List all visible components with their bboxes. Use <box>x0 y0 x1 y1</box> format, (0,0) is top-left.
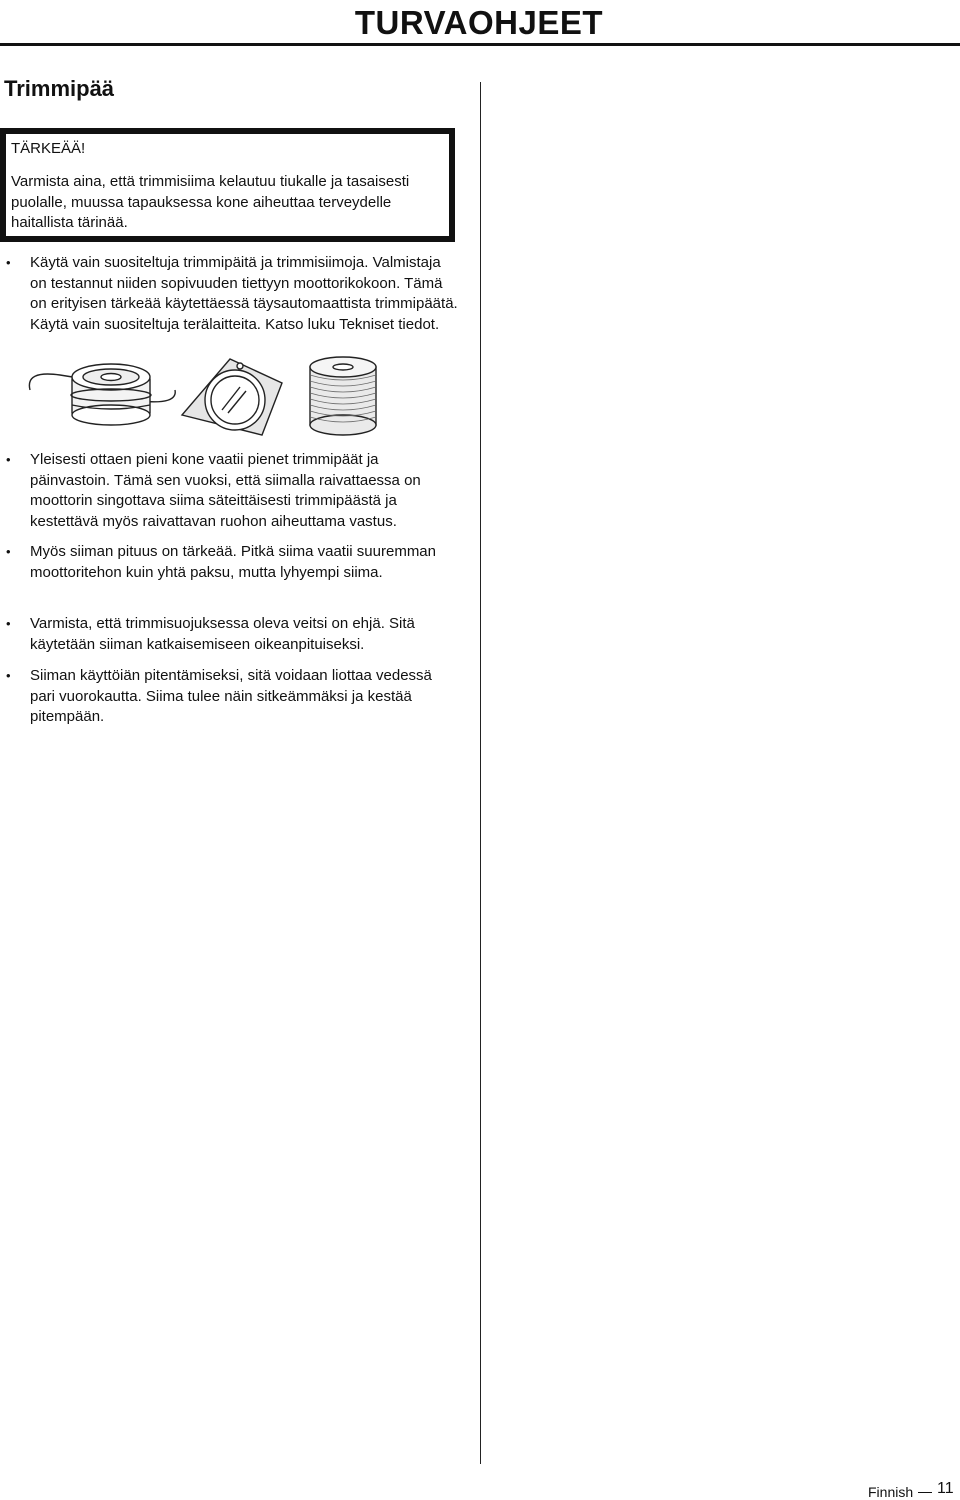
bullet-text: Siiman käyttöiän pitentämiseksi, sitä voidaan liottaa vedessä pari vuorokautta. Siima tulee näin sitkeämmäksi ja kestää pitempään. <box>30 667 432 725</box>
warning-title: TÄRKEÄÄ! <box>11 140 86 157</box>
trimmer-head-drawing <box>29 364 175 425</box>
bullet-text: Myös siiman pituus on tärkeää. Pitkä siima vaatii suuremman moottoritehon kuin yhtä paksu, mutta lyhyempi siima. <box>30 543 436 581</box>
section-heading: Trimmipää <box>4 76 115 101</box>
bullet-dot: • <box>6 668 11 683</box>
bullet-dot: • <box>6 544 11 559</box>
line-spool-drawing <box>310 357 376 435</box>
header-rule <box>0 43 960 46</box>
bullet-dot: • <box>6 255 11 270</box>
column-divider <box>480 82 481 1464</box>
bullet-dot: • <box>6 616 11 631</box>
bullet-text: Käytä vain suositeltuja trimmipäitä ja trimmisiimoja. Valmistaja on testannut niiden sopivuuden tiettyyn moottorikokoon. Tämä on erityisen tärkeää käytettäessä täysautomaattista trimmipäätä. Käytä vain suositeltuja terälaitteita. Katso luku Tekniset tiedot. <box>30 254 458 333</box>
warning-box <box>0 128 455 242</box>
warning-text: Varmista aina, että trimmisiima kelautuu tiukalle ja tasaisesti puolalle, muussa tapauksessa kone aiheuttaa terveydelle haitallista tärinää. <box>11 173 410 231</box>
footer-separator <box>918 1492 932 1493</box>
bullet-text: Yleisesti ottaen pieni kone vaatii pienet trimmipäät ja päinvastoin. Tämä sen vuoksi, että siimalla raivattaessa on moottorin singottava siima säteittäisesti trimmipäästä ja kestettävä myös raivattavan ruohon aiheuttama vastus. <box>30 451 421 530</box>
trimmer-head-illustration <box>0 355 390 440</box>
line-package-drawing <box>182 359 282 435</box>
bullet-dot: • <box>6 452 11 467</box>
page-number: 11 <box>937 1480 954 1497</box>
bullet-text: Varmista, että trimmisuojuksessa oleva veitsi on ehjä. Sitä käytetään siiman katkaisemiseen oikeanpituiseksi. <box>30 615 415 653</box>
page-header-title: TURVAOHJEET <box>354 4 603 41</box>
footer-language: Finnish <box>868 1484 914 1500</box>
